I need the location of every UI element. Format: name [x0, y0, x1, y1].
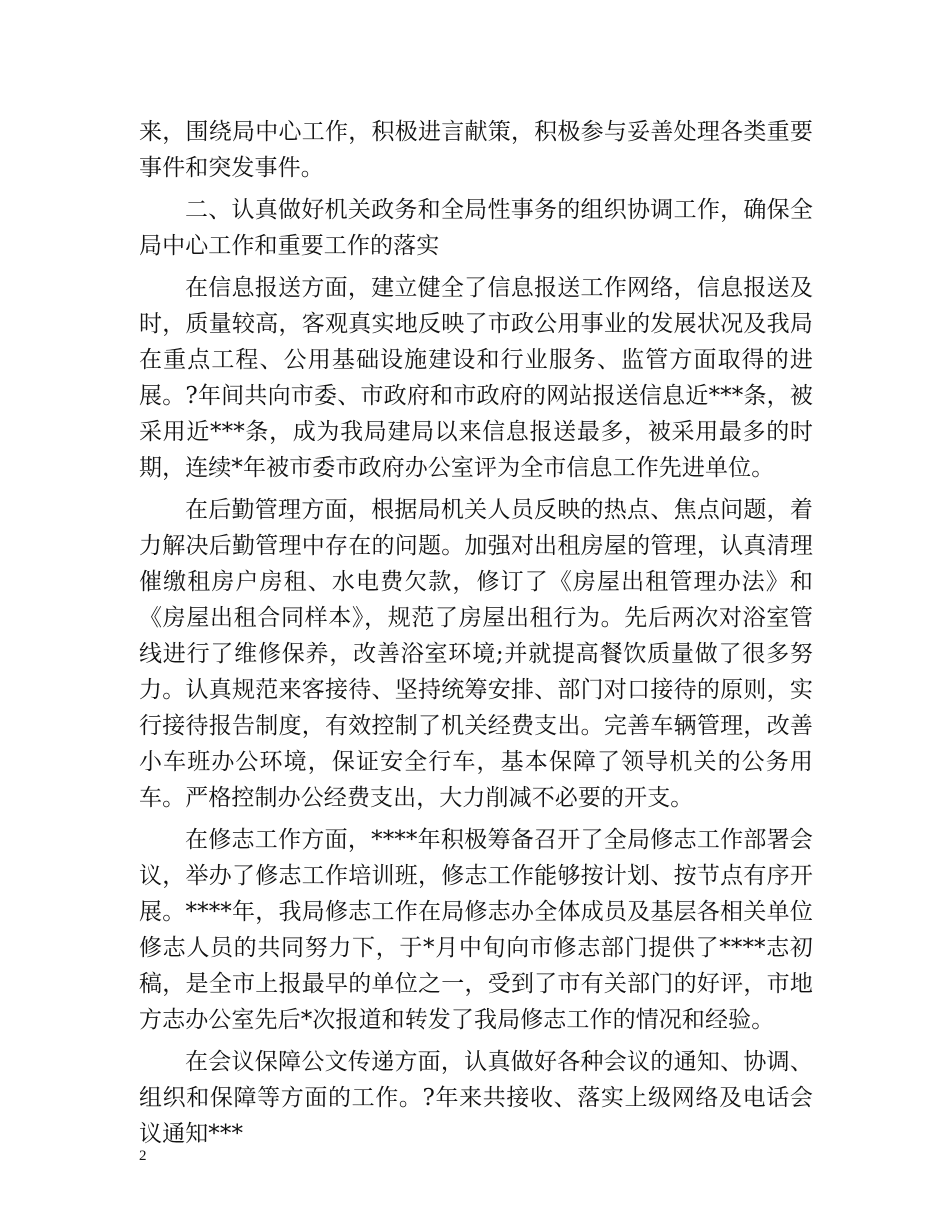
- paragraph-logistics-management: 在后勤管理方面，根据局机关人员反映的热点、焦点问题，着力解决后勤管理中存在的问题。加强对出租房屋的管理，认真清理催缴租房户房租、水电费欠款，修订了《房屋出租管理办法》和《房屋出租合同样本》，规范了房屋出租行为。先后两次对浴室管线进行了维修保养，改善浴室环境;并就提高餐饮质量做了很多努力。认真规范来客接待、坚持统筹安排、部门对口接待的原则，实行接待报告制度，有效控制了机关经费支出。完善车辆管理，改善小车班办公环境，保证安全行车，基本保障了领导机关的公务用车。严格控制办公经费支出，大力削减不必要的开支。: [139, 497, 813, 811]
- paragraph-continuation: 来，围绕局中心工作，积极进言献策，积极参与妥善处理各类重要事件和突发事件。: [139, 119, 813, 181]
- section-heading: 二、认真做好机关政务和全局性事务的组织协调工作，确保全局中心工作和重要工作的落实: [139, 197, 813, 259]
- paragraph-meeting-support: 在会议保障公文传递方面，认真做好各种会议的通知、协调、组织和保障等方面的工作。?年来共接收、落实上级网络及电话会议通知***: [139, 1049, 813, 1147]
- document-body: [139, 114, 813, 1158]
- page-number: 2: [139, 1148, 147, 1164]
- paragraph-information-reporting: 在信息报送方面，建立健全了信息报送工作网络，信息报送及时，质量较高，客观真实地反映了市政公用事业的发展状况及我局在重点工程、公用基础设施建设和行业服务、监管方面取得的进展。?年间共向市委、市政府和市政府的网站报送信息近***条，被采用近***条，成为我局建局以来信息报送最多，被采用最多的时期，连续*年被市委市政府办公室评为全市信息工作先进单位。: [139, 275, 813, 481]
- paragraph-chronicle-work: 在修志工作方面，****年积极筹备召开了全局修志工作部署会议，举办了修志工作培训班，修志工作能够按计划、按节点有序开展。****年，我局修志工作在局修志办全体成员及基层各相关单位修志人员的共同努力下，于*月中旬向市修志部门提供了****志初稿，是全市上报最早的单位之一，受到了市有关部门的好评，市地方志办公室先后*次报道和转发了我局修志工作的情况和经验。: [139, 827, 813, 1033]
